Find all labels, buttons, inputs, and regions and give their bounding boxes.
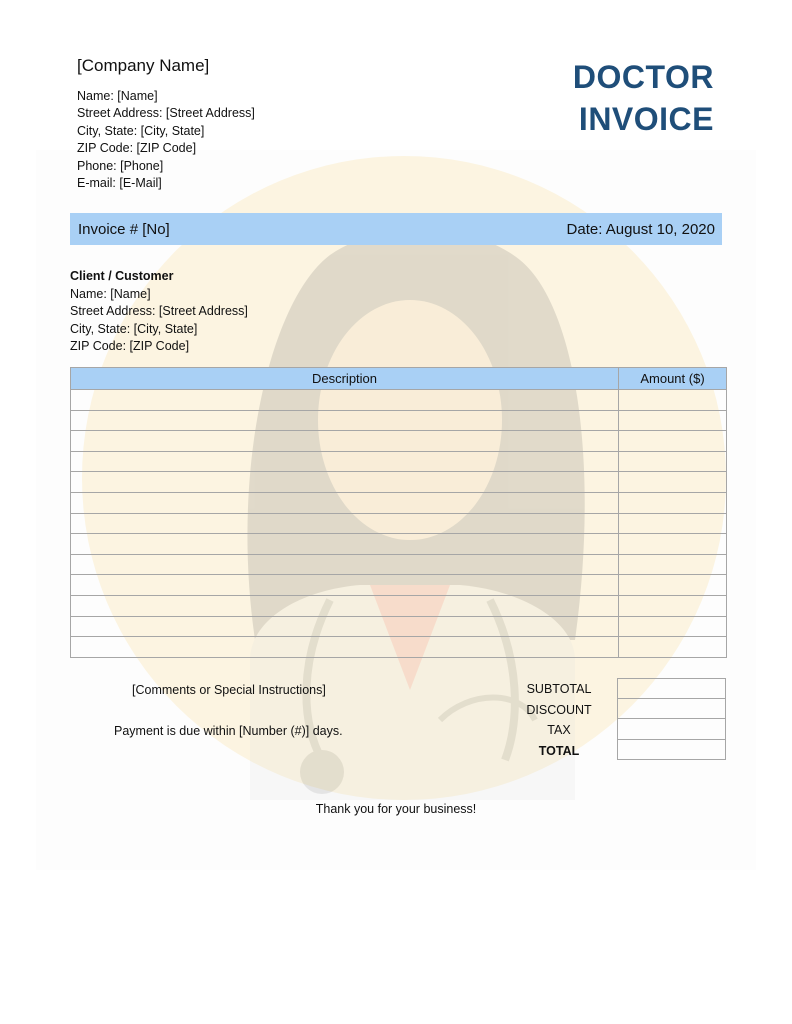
client-street: Street Address: [Street Address]: [70, 304, 248, 319]
amount-cell[interactable]: [619, 575, 727, 596]
sender-city-state: City, State: [City, State]: [77, 123, 205, 138]
description-cell[interactable]: [71, 534, 619, 555]
document-title: [573, 56, 714, 140]
invoice-date: Date: August 10, 2020: [566, 220, 715, 238]
table-header-row: [71, 368, 727, 390]
description-cell[interactable]: [71, 616, 619, 637]
tax-label: TAX: [547, 723, 571, 737]
sender-details: [77, 88, 255, 192]
title-line-2: INVOICE: [578, 101, 714, 137]
subtotal-value-cell[interactable]: [617, 678, 726, 699]
discount-label: DISCOUNT: [526, 702, 592, 717]
description-cell[interactable]: [71, 410, 619, 431]
client-details: [70, 268, 248, 356]
table-row: [71, 595, 727, 616]
table-row: [71, 616, 727, 637]
client-name: Name: [Name]: [70, 286, 151, 301]
table-row: [71, 575, 727, 596]
client-zip: ZIP Code: [ZIP Code]: [70, 339, 190, 354]
description-cell[interactable]: [71, 595, 619, 616]
description-header: Description: [71, 368, 619, 390]
amount-cell[interactable]: [619, 513, 727, 534]
table-row: [71, 431, 727, 452]
line-items-body: [71, 390, 727, 658]
amount-cell[interactable]: [619, 534, 727, 555]
amount-cell[interactable]: [619, 472, 727, 493]
client-city-state: City, State: [City, State]: [70, 321, 198, 336]
subtotal-label: SUBTOTAL: [526, 682, 592, 696]
table-row: [71, 451, 727, 472]
description-cell[interactable]: [71, 637, 619, 658]
table-row: [71, 554, 727, 575]
thank-you-note: Thank you for your business!: [315, 802, 477, 816]
client-heading: Client / Customer: [70, 269, 174, 283]
amount-cell[interactable]: [619, 410, 727, 431]
tax-value-cell[interactable]: [617, 719, 726, 740]
amount-cell[interactable]: [619, 637, 727, 658]
description-cell[interactable]: [71, 451, 619, 472]
description-cell[interactable]: [71, 554, 619, 575]
discount-value-cell[interactable]: [617, 699, 726, 720]
invoice-info-bar: [70, 213, 722, 245]
payment-terms: Payment is due within [Number (#)] days.: [114, 724, 343, 738]
description-cell[interactable]: [71, 513, 619, 534]
table-row: [71, 534, 727, 555]
line-items-table: [70, 367, 727, 658]
amount-cell[interactable]: [619, 431, 727, 452]
description-cell[interactable]: [71, 492, 619, 513]
amount-cell[interactable]: [619, 390, 727, 411]
invoice-number: Invoice # [No]: [78, 220, 170, 238]
amount-cell[interactable]: [619, 451, 727, 472]
table-row: [71, 390, 727, 411]
sender-name: Name: [Name]: [77, 89, 158, 103]
comments-text: [Comments or Special Instructions]: [132, 683, 326, 697]
title-line-1: DOCTOR: [572, 59, 714, 95]
table-row: [71, 410, 727, 431]
table-row: [71, 637, 727, 658]
description-cell[interactable]: [71, 431, 619, 452]
amount-cell[interactable]: [619, 492, 727, 513]
total-label: TOTAL: [538, 743, 580, 758]
amount-cell[interactable]: [619, 616, 727, 637]
total-value-cell[interactable]: [617, 740, 726, 761]
table-row: [71, 472, 727, 493]
sender-phone: Phone: [Phone]: [77, 158, 164, 173]
sender-email: E-mail: [E-Mail]: [77, 176, 162, 191]
description-cell[interactable]: [71, 390, 619, 411]
amount-header: Amount ($): [619, 368, 727, 390]
table-row: [71, 513, 727, 534]
amount-cell[interactable]: [619, 595, 727, 616]
description-cell[interactable]: [71, 575, 619, 596]
sender-zip: ZIP Code: [ZIP Code]: [77, 141, 197, 156]
company-name: [Company Name]: [77, 56, 210, 75]
table-row: [71, 492, 727, 513]
amount-cell[interactable]: [619, 554, 727, 575]
sender-street: Street Address: [Street Address]: [77, 106, 255, 121]
description-cell[interactable]: [71, 472, 619, 493]
totals-boxes: [617, 678, 726, 760]
totals-labels: [490, 679, 628, 761]
